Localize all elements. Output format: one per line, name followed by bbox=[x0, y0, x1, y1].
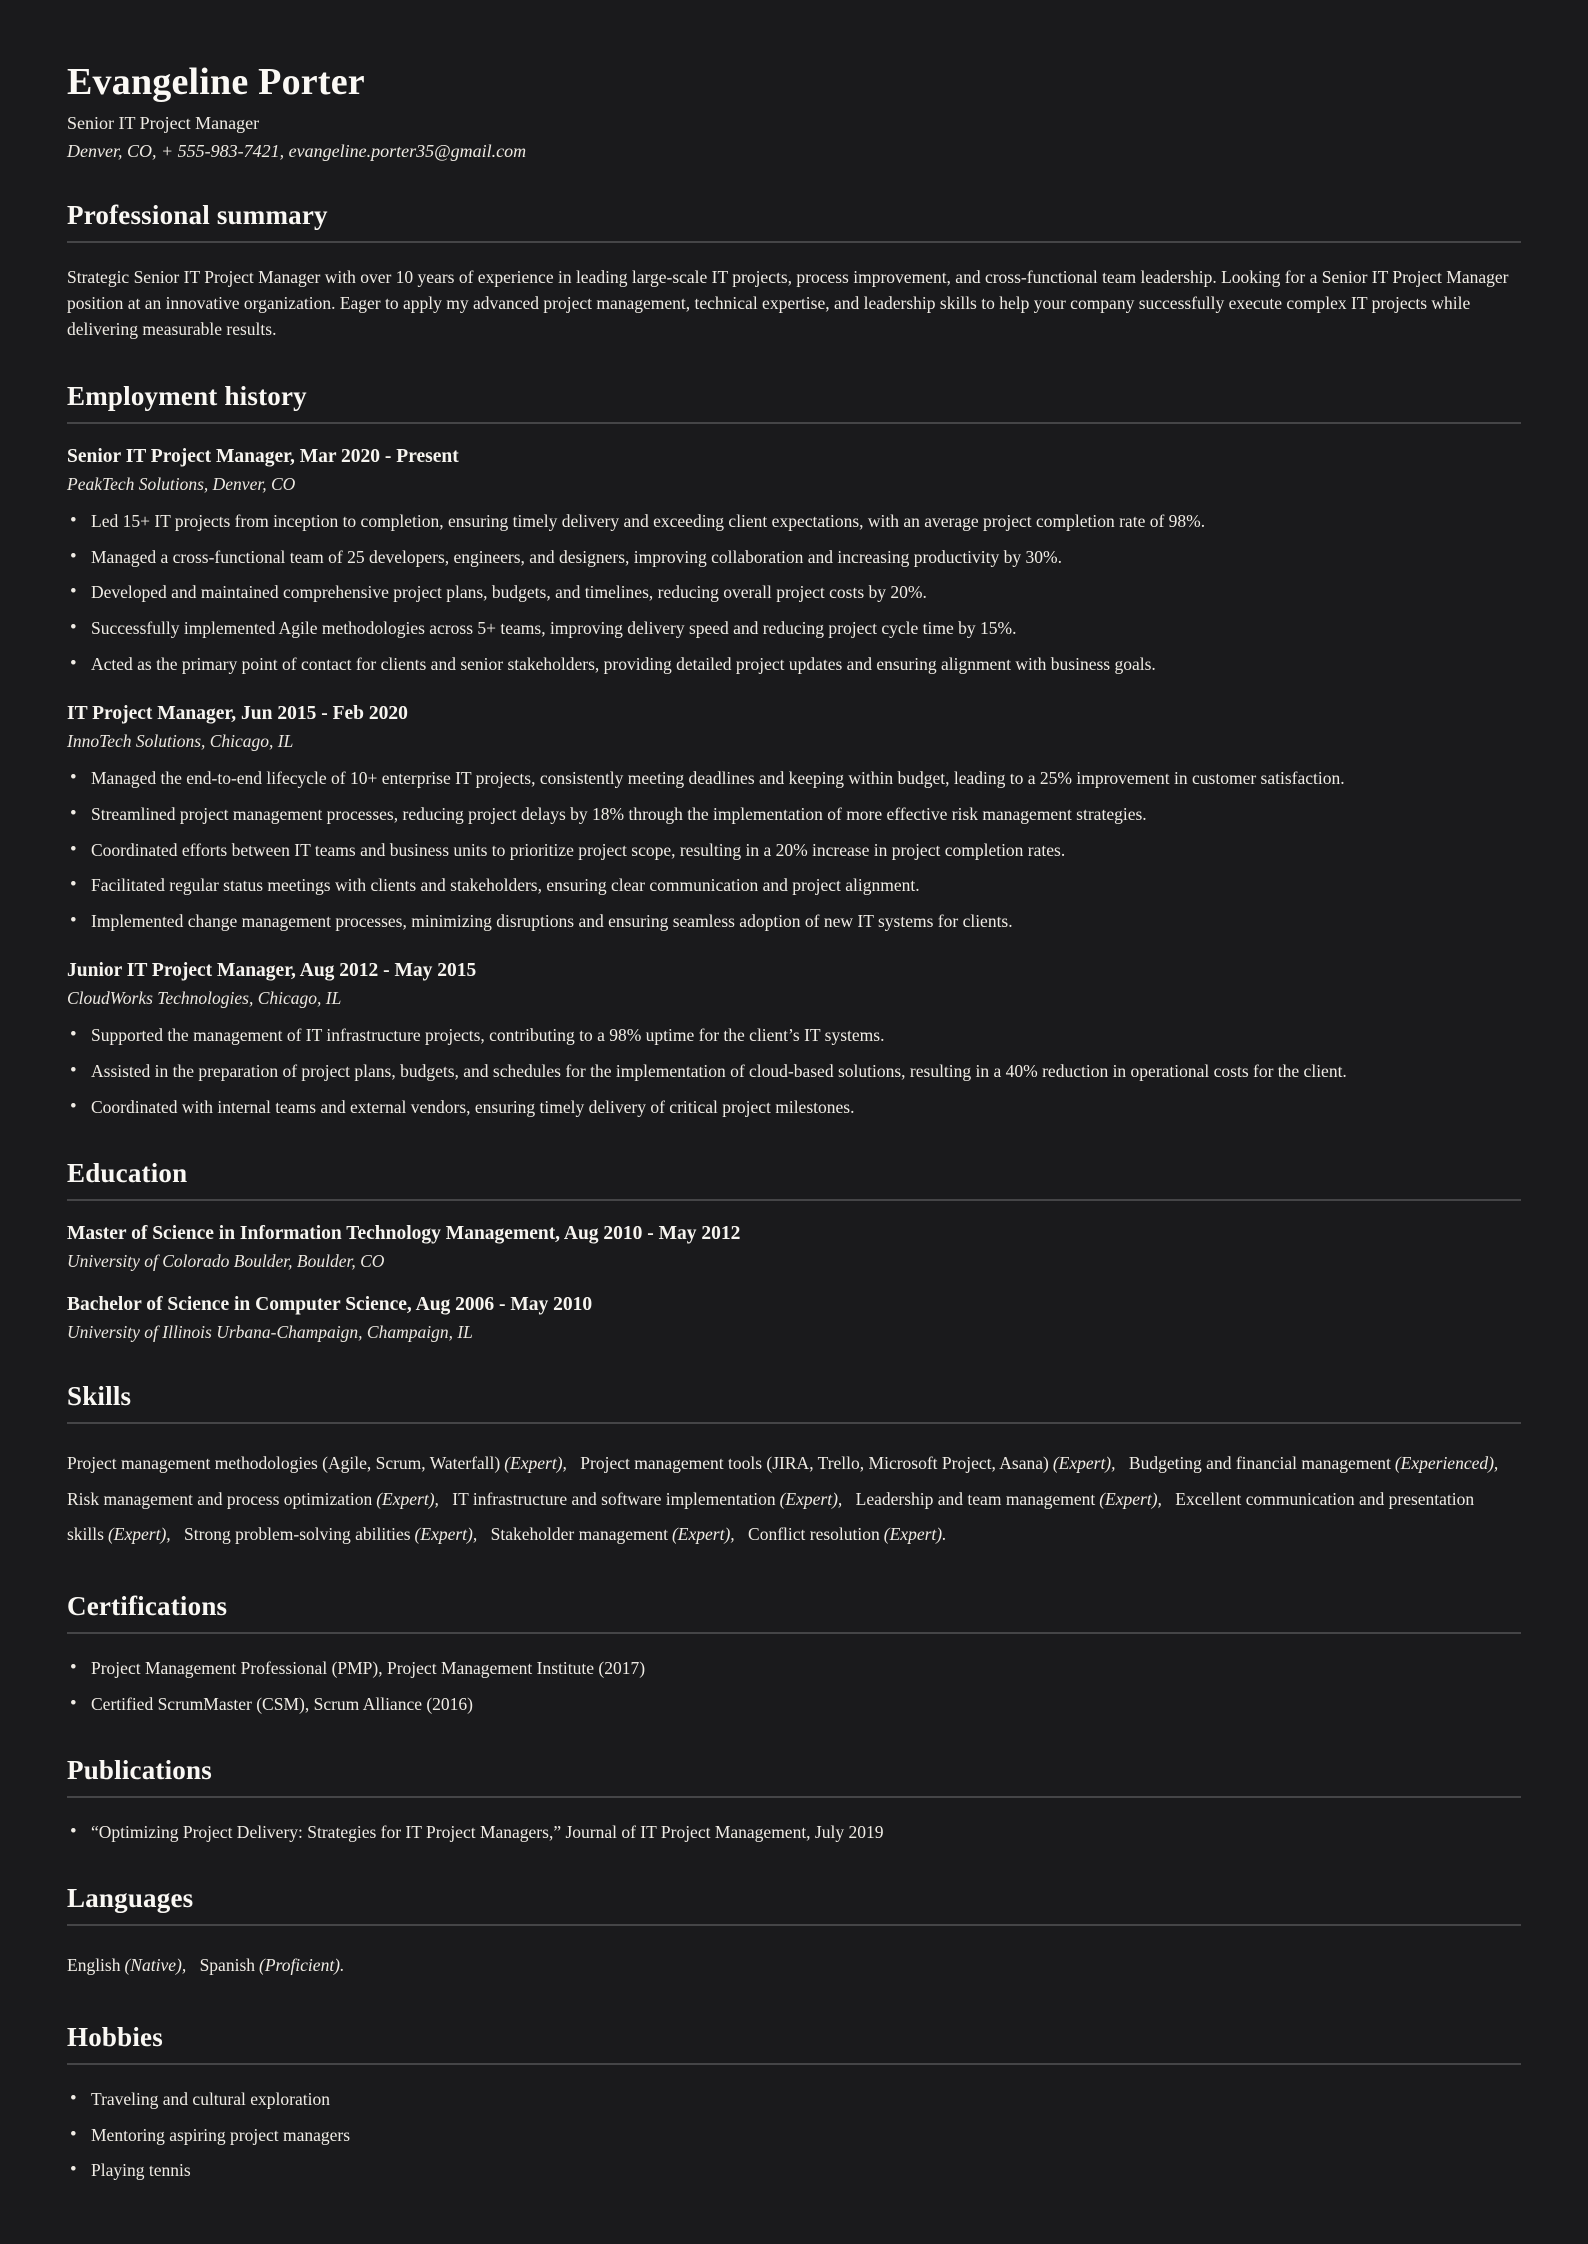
job-bullet: • Managed a cross-functional team of 25 developers, engineers, and designers, improving collaboration and increasing productivity by 30%. bbox=[67, 545, 1521, 570]
job-bullet: • Acted as the primary point of contact for clients and senior stakeholders, providing detailed project updates and ensuring alignment with business goals. bbox=[67, 652, 1521, 677]
job-bullet: • Coordinated with internal teams and external vendors, ensuring timely delivery of critical project milestones. bbox=[67, 1095, 1521, 1120]
skills-list bbox=[67, 1446, 1521, 1554]
school-name: University of Colorado Boulder, Boulder, CO bbox=[67, 1250, 385, 1271]
skill-name: Risk management and process optimization bbox=[67, 1488, 373, 1509]
skill-level: (Experienced), bbox=[1394, 1452, 1499, 1473]
skill-name: Project management methodologies (Agile, Scrum, Waterfall) bbox=[67, 1452, 501, 1473]
education-entry bbox=[67, 1294, 1521, 1343]
job-bullet: • Streamlined project management processes, reducing project delays by 18% through the implementation of more effective risk management strategies. bbox=[67, 802, 1521, 827]
hobbies-heading: Hobbies bbox=[67, 2021, 163, 2052]
job-bullet-list bbox=[67, 766, 1521, 934]
section-divider bbox=[67, 1796, 1521, 1798]
hobbies-list bbox=[67, 2087, 1521, 2184]
professional-summary-heading: Professional summary bbox=[67, 200, 328, 230]
language-item bbox=[67, 1955, 186, 1975]
job-company: CloudWorks Technologies, Chicago, IL bbox=[67, 988, 342, 1009]
hobby-item: • Traveling and cultural exploration bbox=[67, 2087, 1521, 2112]
skill-level: (Expert), bbox=[779, 1488, 843, 1509]
skills-heading: Skills bbox=[67, 1380, 132, 1411]
certification-item: • Certified ScrumMaster (CSM), Scrum Alliance (2016) bbox=[67, 1692, 1521, 1717]
candidate-job-title: Senior IT Project Manager bbox=[67, 113, 260, 133]
job-bullet: • Led 15+ IT projects from inception to completion, ensuring timely delivery and exceeding client expectations, with an average project completion rate of 98%. bbox=[67, 509, 1521, 534]
job-bullet: • Managed the end-to-end lifecycle of 10+ enterprise IT projects, consistently meeting deadlines and keeping within budget, leading to a 25% improvement in customer satisfaction. bbox=[67, 766, 1521, 791]
degree-title: Bachelor of Science in Computer Science, Aug 2006 - May 2010 bbox=[67, 1293, 593, 1315]
education-heading: Education bbox=[67, 1157, 188, 1188]
skill-level: (Expert), bbox=[376, 1488, 439, 1509]
job-entry bbox=[67, 446, 1521, 677]
certifications-list bbox=[67, 1656, 1521, 1717]
skill-item bbox=[452, 1489, 842, 1509]
job-title: Senior IT Project Manager, Mar 2020 - Present bbox=[67, 445, 459, 467]
skill-level: (Expert), bbox=[414, 1524, 478, 1545]
skill-name: Leadership and team management bbox=[855, 1488, 1096, 1509]
skill-name: Budgeting and financial management bbox=[1128, 1452, 1391, 1473]
job-bullet: • Developed and maintained comprehensive project plans, budgets, and timelines, reducing overall project costs by 20%. bbox=[67, 580, 1521, 605]
language-name: English bbox=[67, 1954, 121, 1975]
languages-list bbox=[67, 1948, 1521, 1984]
certifications-heading: Certifications bbox=[67, 1591, 228, 1622]
languages-heading: Languages bbox=[67, 1882, 194, 1913]
skill-name: Conflict resolution bbox=[748, 1524, 880, 1545]
skill-level: (Expert). bbox=[883, 1524, 947, 1545]
section-skills bbox=[67, 1381, 1521, 1554]
job-bullet: • Supported the management of IT infrastructure projects, contributing to a 98% uptime for the client’s IT systems. bbox=[67, 1023, 1521, 1048]
section-professional-summary bbox=[67, 200, 1521, 343]
section-publications bbox=[67, 1755, 1521, 1845]
professional-summary-text: Strategic Senior IT Project Manager with over 10 years of experience in leading large-scale IT projects, process improvement, and cross-functional team leadership. Looking for a Senior IT Project Manager position at an innovative organization. Eager to apply my advanced project management, technical expertise, and leadership skills to help your company successfully execute complex IT projects while delivering measurable results. bbox=[67, 267, 1509, 339]
skill-level: (Expert), bbox=[504, 1452, 567, 1473]
section-divider bbox=[67, 241, 1521, 243]
section-hobbies bbox=[67, 2022, 1521, 2184]
skill-item bbox=[1129, 1453, 1498, 1473]
section-divider bbox=[67, 1632, 1521, 1634]
skill-name: Strong problem-solving abilities bbox=[184, 1524, 411, 1545]
language-item bbox=[200, 1955, 345, 1975]
candidate-name: Evangeline Porter bbox=[67, 61, 365, 103]
skill-item bbox=[856, 1489, 1162, 1509]
section-divider bbox=[67, 1924, 1521, 1926]
section-divider bbox=[67, 2063, 1521, 2065]
skill-name: Excellent communication and presentation skills bbox=[67, 1488, 1475, 1545]
skill-name: Project management tools (JIRA, Trello, Microsoft Project, Asana) bbox=[580, 1452, 1049, 1473]
job-bullet: • Assisted in the preparation of project plans, budgets, and schedules for the implementation of cloud-based solutions, resulting in a 40% reduction in operational costs for the client. bbox=[67, 1059, 1521, 1084]
hobby-item: • Playing tennis bbox=[67, 2158, 1521, 2183]
job-company: PeakTech Solutions, Denver, CO bbox=[67, 473, 296, 494]
job-bullet: • Successfully implemented Agile methodologies across 5+ teams, improving delivery speed and reducing project cycle time by 15%. bbox=[67, 616, 1521, 641]
skill-item bbox=[67, 1489, 439, 1509]
skill-level: (Expert), bbox=[1052, 1452, 1116, 1473]
publications-list bbox=[67, 1820, 1521, 1845]
contact-info: Denver, CO, + 555-983-7421, evangeline.porter35@gmail.com bbox=[67, 141, 527, 161]
certification-item: • Project Management Professional (PMP), Project Management Institute (2017) bbox=[67, 1656, 1521, 1681]
job-bullet: • Implemented change management processes, minimizing disruptions and ensuring seamless adoption of new IT systems for clients. bbox=[67, 909, 1521, 934]
language-level: (Proficient). bbox=[259, 1954, 345, 1975]
skill-item bbox=[184, 1524, 477, 1544]
skill-item bbox=[67, 1453, 567, 1473]
job-bullet: • Coordinated efforts between IT teams and business units to prioritize project scope, resulting in a 20% increase in project completion rates. bbox=[67, 838, 1521, 863]
education-entry bbox=[67, 1223, 1521, 1272]
skill-name: Stakeholder management bbox=[490, 1524, 668, 1545]
language-name: Spanish bbox=[199, 1954, 256, 1975]
hobby-item: • Mentoring aspiring project managers bbox=[67, 2123, 1521, 2148]
job-title: IT Project Manager, Jun 2015 - Feb 2020 bbox=[67, 702, 408, 724]
job-title: Junior IT Project Manager, Aug 2012 - May 2015 bbox=[67, 960, 477, 982]
publication-item: • “Optimizing Project Delivery: Strategies for IT Project Managers,” Journal of IT Project Management, July 2019 bbox=[67, 1820, 1521, 1845]
job-bullet-list bbox=[67, 509, 1521, 677]
section-certifications bbox=[67, 1591, 1521, 1717]
section-divider bbox=[67, 1422, 1521, 1424]
skill-name: IT infrastructure and software implementation bbox=[452, 1488, 776, 1509]
job-entry bbox=[67, 703, 1521, 934]
school-name: University of Illinois Urbana-Champaign, Champaign, IL bbox=[67, 1321, 473, 1342]
job-entry bbox=[67, 960, 1521, 1120]
resume-header bbox=[67, 60, 1521, 162]
section-divider bbox=[67, 422, 1521, 424]
skill-level: (Expert), bbox=[1099, 1488, 1162, 1509]
skill-item bbox=[580, 1453, 1115, 1473]
section-divider bbox=[67, 1199, 1521, 1201]
skill-level: (Expert), bbox=[107, 1524, 171, 1545]
job-company: InnoTech Solutions, Chicago, IL bbox=[67, 730, 294, 751]
publications-heading: Publications bbox=[67, 1754, 212, 1785]
section-employment-history bbox=[67, 381, 1521, 1120]
skill-item bbox=[748, 1524, 946, 1544]
section-education bbox=[67, 1158, 1521, 1343]
skill-level: (Expert), bbox=[671, 1524, 735, 1545]
skill-item bbox=[491, 1524, 735, 1544]
section-languages bbox=[67, 1883, 1521, 1984]
degree-title: Master of Science in Information Technology Management, Aug 2010 - May 2012 bbox=[67, 1222, 741, 1244]
language-level: (Native), bbox=[124, 1954, 187, 1975]
employment-history-heading: Employment history bbox=[67, 380, 307, 411]
job-bullet: • Facilitated regular status meetings with clients and stakeholders, ensuring clear communication and project alignment. bbox=[67, 873, 1521, 898]
job-bullet-list bbox=[67, 1023, 1521, 1120]
